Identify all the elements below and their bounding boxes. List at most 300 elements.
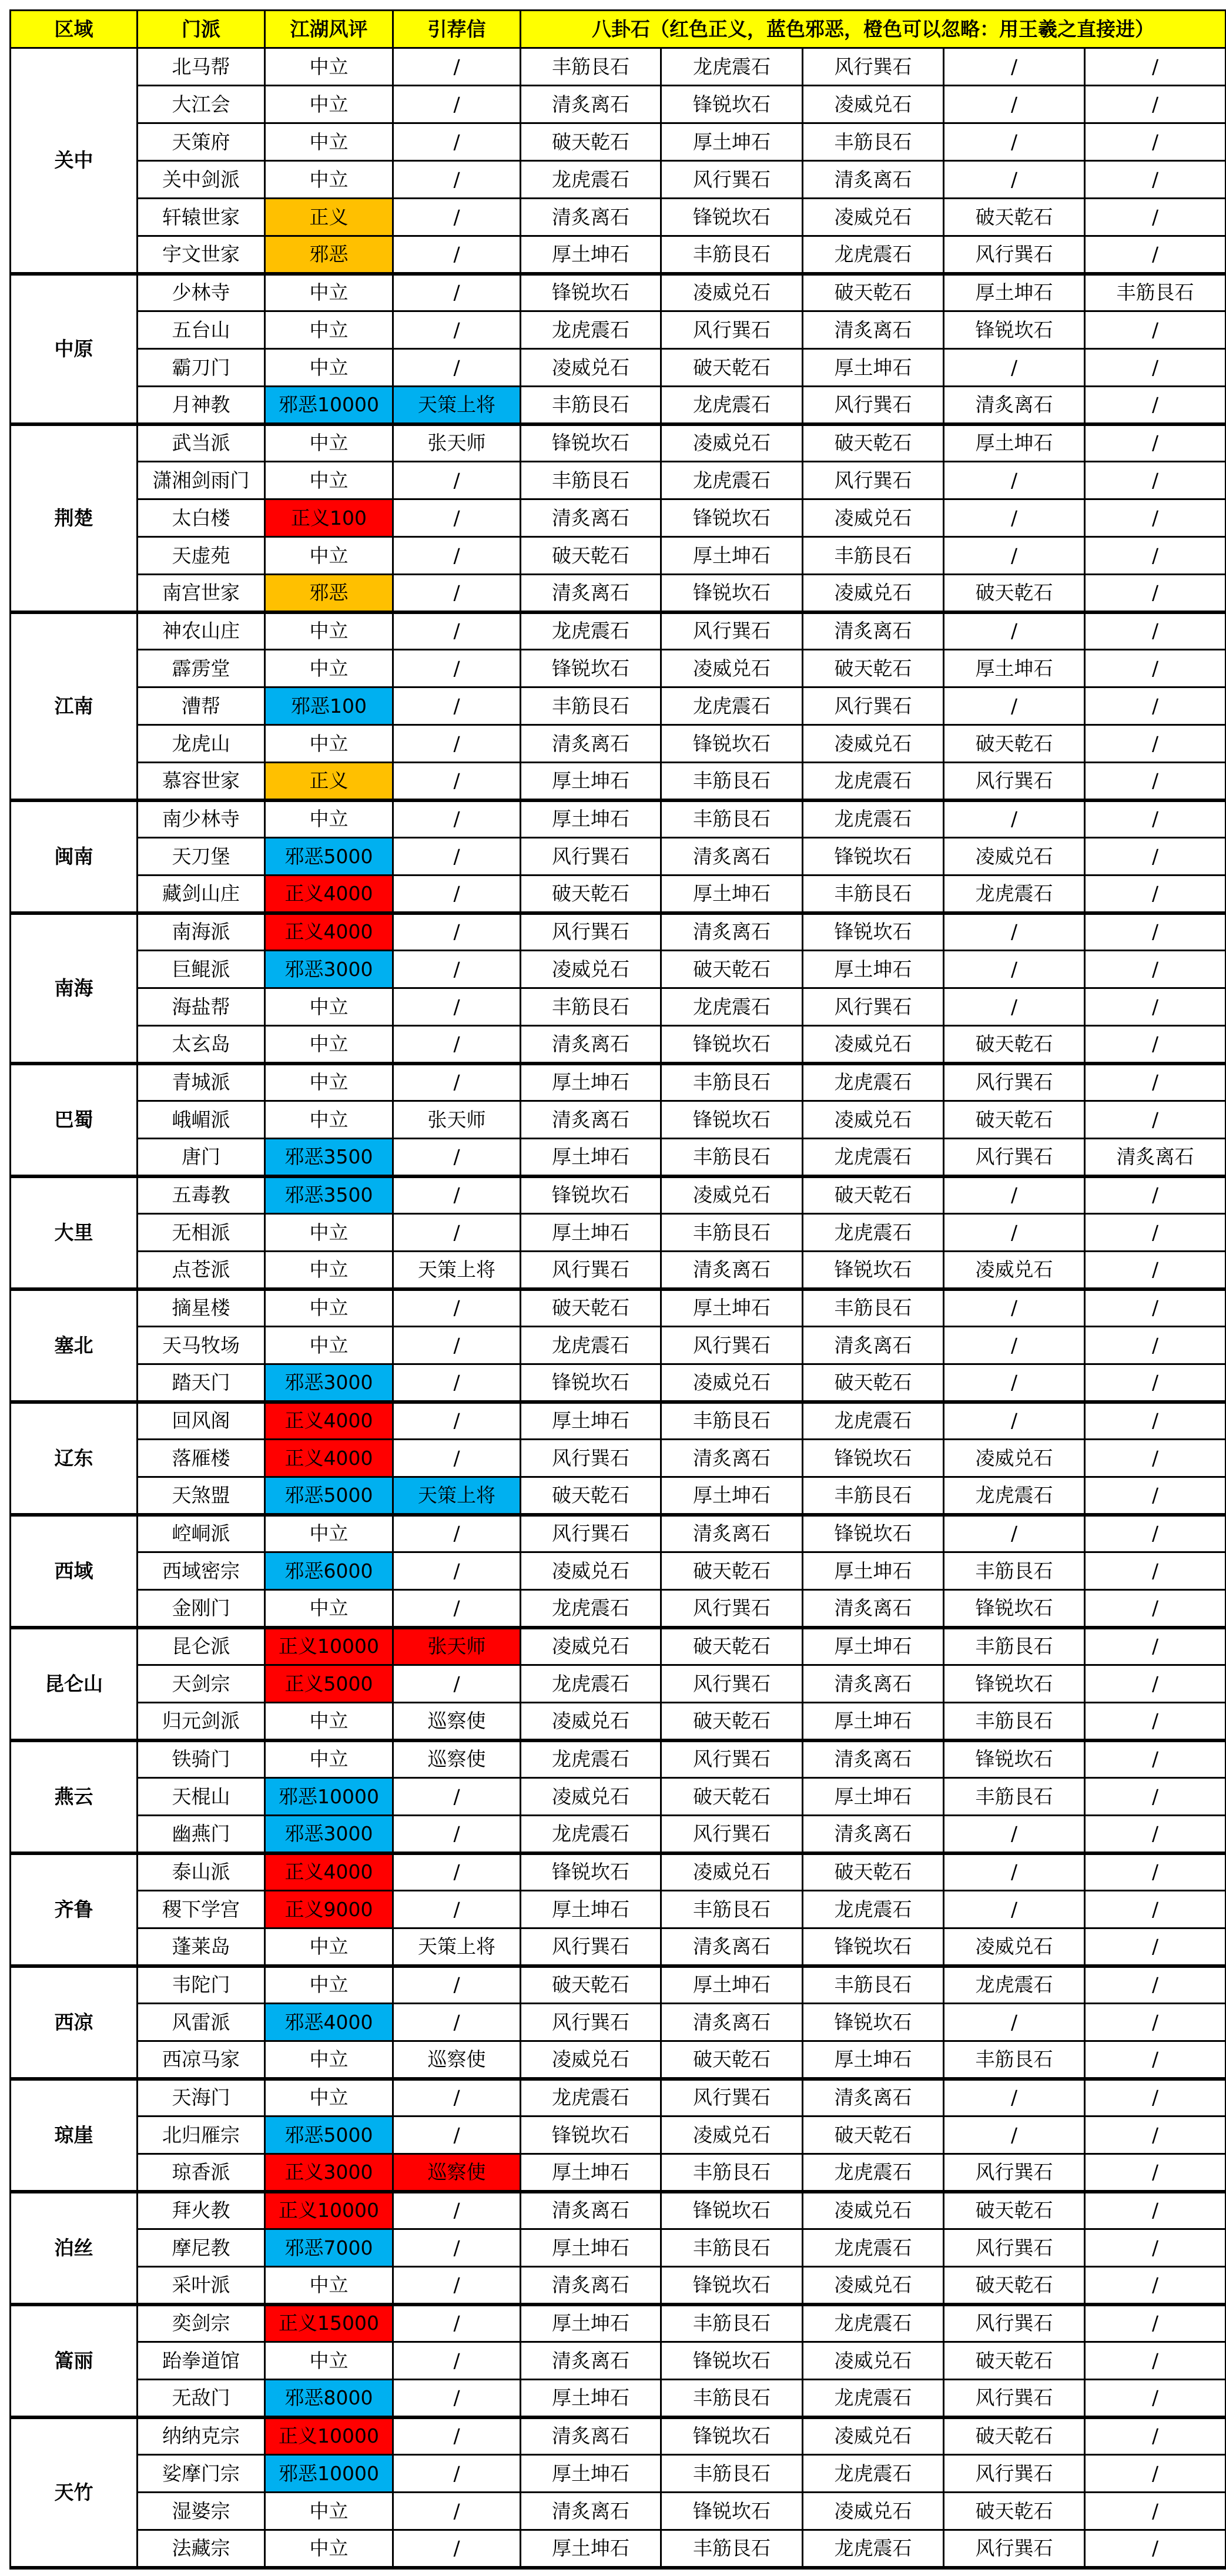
- stone-cell: 龙虎震石: [661, 462, 803, 499]
- stone-cell: /: [1085, 1552, 1226, 1590]
- referral-cell: 张天师: [393, 1628, 521, 1665]
- referral-cell: /: [393, 2380, 521, 2417]
- stone-cell: /: [1085, 2267, 1226, 2305]
- stone-cell: 凌威兑石: [803, 1101, 944, 1139]
- sect-name-cell: 点苍派: [138, 1252, 265, 1289]
- sect-name-cell: 西凉马家: [138, 2041, 265, 2079]
- reputation-cell: 中立: [265, 800, 393, 838]
- referral-cell: /: [393, 763, 521, 800]
- reputation-cell: 中立: [265, 1214, 393, 1252]
- region-cell: 齐鲁: [11, 1853, 138, 1966]
- stone-cell: 清炙离石: [521, 1026, 661, 1064]
- table-row: [11, 1176, 1226, 1214]
- stone-cell: 锋锐坎石: [803, 1928, 944, 1966]
- stone-cell: 凌威兑石: [521, 1628, 661, 1665]
- stone-cell: 凌威兑石: [944, 838, 1085, 876]
- stone-cell: /: [944, 800, 1085, 838]
- stone-cell: 厚土坤石: [661, 123, 803, 161]
- stone-cell: 清炙离石: [1085, 1139, 1226, 1176]
- stone-cell: 丰筋艮石: [803, 876, 944, 913]
- stone-cell: 清炙离石: [803, 161, 944, 199]
- stone-cell: 凌威兑石: [803, 2192, 944, 2229]
- sect-name-cell: 幽燕门: [138, 1816, 265, 1853]
- sect-name-cell: 奕剑宗: [138, 2305, 265, 2342]
- stone-cell: 丰筋艮石: [661, 1139, 803, 1176]
- stone-cell: 凌威兑石: [661, 424, 803, 462]
- referral-cell: /: [393, 2305, 521, 2342]
- stone-cell: 丰筋艮石: [521, 687, 661, 725]
- referral-cell: /: [393, 951, 521, 988]
- reputation-cell: 中立: [265, 1515, 393, 1552]
- stone-cell: 凌威兑石: [661, 274, 803, 311]
- referral-cell: /: [393, 1515, 521, 1552]
- reputation-cell: 邪恶4000: [265, 2004, 393, 2041]
- reputation-cell: 中立: [265, 1026, 393, 1064]
- stone-cell: 破天乾石: [944, 2417, 1085, 2455]
- stone-cell: /: [1085, 575, 1226, 612]
- stone-cell: 清炙离石: [661, 913, 803, 951]
- stone-cell: 风行巽石: [944, 2305, 1085, 2342]
- reputation-cell: 邪恶3500: [265, 1176, 393, 1214]
- region-cell: 闽南: [11, 800, 138, 913]
- stone-cell: 破天乾石: [661, 1778, 803, 1816]
- sect-name-cell: 五台山: [138, 311, 265, 349]
- table-row: [11, 1101, 1226, 1139]
- stone-cell: 厚土坤石: [521, 1402, 661, 1440]
- reputation-cell: 中立: [265, 1289, 393, 1327]
- referral-cell: /: [393, 1590, 521, 1628]
- stone-cell: 清炙离石: [803, 1327, 944, 1364]
- stone-cell: 厚土坤石: [521, 236, 661, 274]
- table-row: [11, 2493, 1226, 2530]
- table-row: [11, 2342, 1226, 2380]
- sect-name-cell: 武当派: [138, 424, 265, 462]
- sect-name-cell: 宇文世家: [138, 236, 265, 274]
- reputation-cell: 中立: [265, 1928, 393, 1966]
- table-row: [11, 1064, 1226, 1101]
- referral-cell: /: [393, 2342, 521, 2380]
- referral-cell: /: [393, 1176, 521, 1214]
- header-stones: 八卦石（红色正义，蓝色邪恶，橙色可以忽略：用王羲之直接进）: [521, 11, 1226, 48]
- sect-name-cell: 唐门: [138, 1139, 265, 1176]
- stone-cell: /: [1085, 2530, 1226, 2568]
- referral-cell: /: [393, 1853, 521, 1891]
- stone-cell: /: [1085, 1101, 1226, 1139]
- referral-cell: /: [393, 1364, 521, 1402]
- stone-cell: 锋锐坎石: [661, 725, 803, 763]
- stone-cell: /: [1085, 1853, 1226, 1891]
- reputation-cell: 中立: [265, 1252, 393, 1289]
- stone-cell: /: [1085, 650, 1226, 687]
- stone-cell: /: [944, 349, 1085, 387]
- stone-cell: /: [1085, 1252, 1226, 1289]
- sect-name-cell: 慕容世家: [138, 763, 265, 800]
- stone-cell: 凌威兑石: [944, 1440, 1085, 1477]
- stone-cell: 清炙离石: [803, 612, 944, 650]
- stone-cell: 清炙离石: [521, 725, 661, 763]
- referral-cell: 张天师: [393, 424, 521, 462]
- referral-cell: /: [393, 1214, 521, 1252]
- stone-cell: 厚土坤石: [521, 800, 661, 838]
- stone-cell: 凌威兑石: [803, 2342, 944, 2380]
- stone-cell: 清炙离石: [521, 2267, 661, 2305]
- sect-name-cell: 海盐帮: [138, 988, 265, 1026]
- sect-name-cell: 月神教: [138, 387, 265, 424]
- stone-cell: /: [1085, 349, 1226, 387]
- stone-cell: 锋锐坎石: [661, 1101, 803, 1139]
- referral-cell: /: [393, 1665, 521, 1703]
- stone-cell: 破天乾石: [944, 725, 1085, 763]
- header-region: 区域: [11, 11, 138, 48]
- referral-cell: /: [393, 1139, 521, 1176]
- stone-cell: 风行巽石: [521, 913, 661, 951]
- stone-cell: /: [1085, 199, 1226, 236]
- stone-cell: 锋锐坎石: [661, 2417, 803, 2455]
- region-cell: 塞北: [11, 1289, 138, 1402]
- stone-cell: 厚土坤石: [521, 1064, 661, 1101]
- stone-cell: 破天乾石: [944, 1026, 1085, 1064]
- table-row: [11, 2530, 1226, 2568]
- table-row: [11, 1026, 1226, 1064]
- table-row: [11, 2117, 1226, 2154]
- reputation-cell: 正义4000: [265, 1402, 393, 1440]
- stone-cell: 丰筋艮石: [803, 537, 944, 575]
- referral-cell: 巡察使: [393, 2041, 521, 2079]
- reputation-cell: 邪恶100: [265, 687, 393, 725]
- region-cell: 巴蜀: [11, 1064, 138, 1176]
- stone-cell: 厚土坤石: [803, 1552, 944, 1590]
- stone-cell: 丰筋艮石: [661, 2530, 803, 2568]
- referral-cell: /: [393, 1778, 521, 1816]
- stone-cell: 厚土坤石: [661, 876, 803, 913]
- stone-cell: 厚土坤石: [521, 2380, 661, 2417]
- reputation-cell: 邪恶5000: [265, 2117, 393, 2154]
- stone-cell: 风行巽石: [661, 1816, 803, 1853]
- stone-cell: /: [1085, 988, 1226, 1026]
- stone-cell: 破天乾石: [661, 951, 803, 988]
- stone-cell: 丰筋艮石: [803, 1477, 944, 1515]
- stone-cell: 厚土坤石: [944, 650, 1085, 687]
- stone-cell: 龙虎震石: [803, 1891, 944, 1928]
- stone-cell: 龙虎震石: [803, 2229, 944, 2267]
- stone-cell: 风行巽石: [944, 1139, 1085, 1176]
- stone-cell: 厚土坤石: [521, 2229, 661, 2267]
- table-row: [11, 2455, 1226, 2493]
- stone-cell: /: [944, 86, 1085, 123]
- stone-cell: /: [1085, 1966, 1226, 2004]
- table-row: [11, 2267, 1226, 2305]
- reputation-cell: 中立: [265, 2041, 393, 2079]
- reputation-cell: 邪恶3000: [265, 951, 393, 988]
- stone-cell: 清炙离石: [661, 1515, 803, 1552]
- referral-cell: 巡察使: [393, 1703, 521, 1740]
- region-cell: 大里: [11, 1176, 138, 1289]
- stone-cell: /: [1085, 2229, 1226, 2267]
- stone-cell: /: [944, 913, 1085, 951]
- stone-cell: /: [944, 2117, 1085, 2154]
- referral-cell: /: [393, 2117, 521, 2154]
- table-row: [11, 48, 1226, 86]
- sect-name-cell: 稷下学宫: [138, 1891, 265, 1928]
- sect-name-cell: 霸刀门: [138, 349, 265, 387]
- sect-name-cell: 昆仑派: [138, 1628, 265, 1665]
- stone-cell: 破天乾石: [944, 199, 1085, 236]
- stone-cell: /: [944, 1176, 1085, 1214]
- stone-cell: /: [1085, 2192, 1226, 2229]
- region-cell: 关中: [11, 48, 138, 274]
- reputation-cell: 中立: [265, 2530, 393, 2568]
- stone-cell: 凌威兑石: [944, 1928, 1085, 1966]
- stone-cell: 破天乾石: [521, 537, 661, 575]
- stone-cell: /: [944, 1214, 1085, 1252]
- table-row: [11, 1628, 1226, 1665]
- stone-cell: 丰筋艮石: [521, 988, 661, 1026]
- stone-cell: 锋锐坎石: [661, 2192, 803, 2229]
- sect-name-cell: 漕帮: [138, 687, 265, 725]
- referral-cell: /: [393, 1327, 521, 1364]
- stone-cell: 锋锐坎石: [521, 1364, 661, 1402]
- stone-cell: 龙虎震石: [803, 2154, 944, 2192]
- stone-cell: 凌威兑石: [521, 349, 661, 387]
- region-cell: 昆仑山: [11, 1628, 138, 1740]
- stone-cell: 龙虎震石: [521, 1590, 661, 1628]
- stone-cell: 风行巽石: [521, 1928, 661, 1966]
- stone-cell: /: [1085, 537, 1226, 575]
- table-row: [11, 2004, 1226, 2041]
- referral-cell: /: [393, 2493, 521, 2530]
- header-reputation: 江湖风评: [265, 11, 393, 48]
- stone-cell: /: [944, 2079, 1085, 2117]
- stone-cell: 凌威兑石: [803, 575, 944, 612]
- referral-cell: /: [393, 123, 521, 161]
- reputation-cell: 正义10000: [265, 2192, 393, 2229]
- region-cell: 南海: [11, 913, 138, 1064]
- stone-cell: 清炙离石: [803, 1816, 944, 1853]
- table-row: [11, 988, 1226, 1026]
- stone-cell: 龙虎震石: [661, 48, 803, 86]
- reputation-cell: 中立: [265, 2493, 393, 2530]
- table-row: [11, 1139, 1226, 1176]
- stone-cell: /: [1085, 1891, 1226, 1928]
- reputation-cell: 中立: [265, 1740, 393, 1778]
- stone-cell: 凌威兑石: [803, 1026, 944, 1064]
- stone-cell: 丰筋艮石: [944, 1552, 1085, 1590]
- referral-cell: /: [393, 311, 521, 349]
- stone-cell: 丰筋艮石: [661, 2305, 803, 2342]
- stone-cell: /: [944, 1515, 1085, 1552]
- region-cell: 燕云: [11, 1740, 138, 1853]
- stone-cell: 凌威兑石: [803, 2267, 944, 2305]
- stone-cell: 破天乾石: [521, 1966, 661, 2004]
- sect-name-cell: 纳纳克宗: [138, 2417, 265, 2455]
- table-row: [11, 1740, 1226, 1778]
- stone-cell: 风行巽石: [803, 988, 944, 1026]
- reputation-cell: 中立: [265, 1327, 393, 1364]
- stone-cell: 清炙离石: [803, 1740, 944, 1778]
- sect-name-cell: 金刚门: [138, 1590, 265, 1628]
- stone-cell: 凌威兑石: [803, 499, 944, 537]
- stone-cell: /: [944, 1853, 1085, 1891]
- stone-cell: 锋锐坎石: [521, 650, 661, 687]
- stone-cell: 丰筋艮石: [661, 800, 803, 838]
- stone-cell: /: [1085, 1289, 1226, 1327]
- reputation-cell: 正义4000: [265, 876, 393, 913]
- stone-cell: 风行巽石: [944, 2229, 1085, 2267]
- stone-cell: 破天乾石: [521, 876, 661, 913]
- reputation-cell: 中立: [265, 612, 393, 650]
- sect-name-cell: 湿婆宗: [138, 2493, 265, 2530]
- stone-cell: 破天乾石: [521, 1289, 661, 1327]
- reputation-cell: 邪恶3000: [265, 1364, 393, 1402]
- region-cell: 天竹: [11, 2417, 138, 2568]
- stone-cell: 锋锐坎石: [803, 838, 944, 876]
- stone-cell: 厚土坤石: [944, 424, 1085, 462]
- stone-cell: 厚土坤石: [661, 1289, 803, 1327]
- stone-cell: /: [1085, 1440, 1226, 1477]
- stone-cell: /: [1085, 161, 1226, 199]
- sect-name-cell: 太白楼: [138, 499, 265, 537]
- referral-cell: /: [393, 2229, 521, 2267]
- stone-cell: 清炙离石: [521, 575, 661, 612]
- stone-cell: /: [1085, 725, 1226, 763]
- reputation-cell: 中立: [265, 1101, 393, 1139]
- stone-cell: /: [1085, 2417, 1226, 2455]
- referral-cell: /: [393, 199, 521, 236]
- stone-cell: 丰筋艮石: [944, 1778, 1085, 1816]
- stone-cell: 破天乾石: [803, 650, 944, 687]
- reputation-cell: 邪恶7000: [265, 2229, 393, 2267]
- stone-cell: 清炙离石: [521, 2192, 661, 2229]
- stone-cell: 破天乾石: [661, 1703, 803, 1740]
- reputation-cell: 正义100: [265, 499, 393, 537]
- stone-cell: /: [1085, 2493, 1226, 2530]
- stone-cell: 清炙离石: [661, 1252, 803, 1289]
- table-row: [11, 1477, 1226, 1515]
- stone-cell: /: [1085, 763, 1226, 800]
- stone-cell: /: [944, 988, 1085, 1026]
- stone-cell: 破天乾石: [803, 1176, 944, 1214]
- stone-cell: 厚土坤石: [661, 537, 803, 575]
- referral-cell: /: [393, 1064, 521, 1101]
- stone-cell: /: [1085, 1928, 1226, 1966]
- stone-cell: 龙虎震石: [944, 1477, 1085, 1515]
- stone-cell: 丰筋艮石: [661, 236, 803, 274]
- stone-cell: /: [1085, 499, 1226, 537]
- stone-cell: 风行巽石: [521, 1252, 661, 1289]
- table-row: [11, 537, 1226, 575]
- referral-cell: /: [393, 2079, 521, 2117]
- reputation-cell: 中立: [265, 1966, 393, 2004]
- table-row: [11, 2154, 1226, 2192]
- referral-cell: /: [393, 2267, 521, 2305]
- stone-cell: 风行巽石: [803, 48, 944, 86]
- stone-cell: 凌威兑石: [661, 1364, 803, 1402]
- stone-cell: /: [944, 1364, 1085, 1402]
- stone-cell: 龙虎震石: [521, 1327, 661, 1364]
- sect-name-cell: 南海派: [138, 913, 265, 951]
- sect-name-cell: 铁骑门: [138, 1740, 265, 1778]
- stone-cell: 破天乾石: [944, 2267, 1085, 2305]
- table-row: [11, 1214, 1226, 1252]
- stone-cell: 龙虎震石: [803, 2455, 944, 2493]
- sect-name-cell: 蓬莱岛: [138, 1928, 265, 1966]
- stone-cell: 丰筋艮石: [944, 2041, 1085, 2079]
- stone-cell: 锋锐坎石: [661, 575, 803, 612]
- reputation-cell: 邪恶3000: [265, 1816, 393, 1853]
- stone-cell: /: [1085, 86, 1226, 123]
- referral-cell: /: [393, 913, 521, 951]
- stone-cell: 破天乾石: [521, 123, 661, 161]
- stone-cell: 锋锐坎石: [944, 1665, 1085, 1703]
- stone-cell: 风行巽石: [661, 161, 803, 199]
- stone-cell: /: [1085, 48, 1226, 86]
- stone-cell: 锋锐坎石: [661, 2267, 803, 2305]
- stone-cell: 龙虎震石: [803, 763, 944, 800]
- referral-cell: /: [393, 800, 521, 838]
- stone-cell: /: [944, 687, 1085, 725]
- stone-cell: 清炙离石: [803, 1665, 944, 1703]
- stone-cell: 锋锐坎石: [661, 2493, 803, 2530]
- stone-cell: /: [1085, 1665, 1226, 1703]
- stone-cell: 锋锐坎石: [803, 1515, 944, 1552]
- table-row: [11, 2079, 1226, 2117]
- stone-cell: 风行巽石: [521, 2004, 661, 2041]
- stone-cell: 锋锐坎石: [803, 913, 944, 951]
- table-row: [11, 951, 1226, 988]
- stone-cell: 风行巽石: [944, 2530, 1085, 2568]
- referral-cell: /: [393, 349, 521, 387]
- stone-cell: /: [944, 1327, 1085, 1364]
- stone-cell: 破天乾石: [944, 2192, 1085, 2229]
- referral-cell: /: [393, 1402, 521, 1440]
- stone-cell: 凌威兑石: [661, 1853, 803, 1891]
- header-row: [11, 11, 1226, 48]
- stone-cell: /: [944, 2004, 1085, 2041]
- reputation-cell: 正义10000: [265, 2417, 393, 2455]
- stone-cell: 风行巽石: [661, 1590, 803, 1628]
- stone-cell: 丰筋艮石: [661, 2380, 803, 2417]
- reputation-cell: 中立: [265, 86, 393, 123]
- stone-cell: 丰筋艮石: [661, 1402, 803, 1440]
- stone-cell: 龙虎震石: [521, 311, 661, 349]
- stone-cell: 凌威兑石: [521, 951, 661, 988]
- stone-cell: 风行巽石: [521, 1440, 661, 1477]
- reputation-cell: 邪恶10000: [265, 2455, 393, 2493]
- stone-cell: /: [944, 1289, 1085, 1327]
- stone-cell: 风行巽石: [803, 387, 944, 424]
- referral-cell: /: [393, 86, 521, 123]
- stone-cell: 风行巽石: [944, 763, 1085, 800]
- table-row: [11, 575, 1226, 612]
- table-row: [11, 612, 1226, 650]
- reputation-cell: 正义10000: [265, 1628, 393, 1665]
- table-body: [11, 48, 1226, 2568]
- sect-name-cell: 崆峒派: [138, 1515, 265, 1552]
- stone-cell: 破天乾石: [944, 1101, 1085, 1139]
- sect-name-cell: 天棍山: [138, 1778, 265, 1816]
- table-row: [11, 199, 1226, 236]
- stone-cell: 锋锐坎石: [521, 1176, 661, 1214]
- stone-cell: 风行巽石: [944, 1064, 1085, 1101]
- stone-cell: 厚土坤石: [661, 1477, 803, 1515]
- stone-cell: 风行巽石: [944, 236, 1085, 274]
- reputation-cell: 中立: [265, 424, 393, 462]
- reputation-cell: 邪恶3500: [265, 1139, 393, 1176]
- stone-cell: /: [1085, 1364, 1226, 1402]
- stone-cell: 厚土坤石: [521, 2154, 661, 2192]
- referral-cell: /: [393, 876, 521, 913]
- stone-cell: /: [944, 1891, 1085, 1928]
